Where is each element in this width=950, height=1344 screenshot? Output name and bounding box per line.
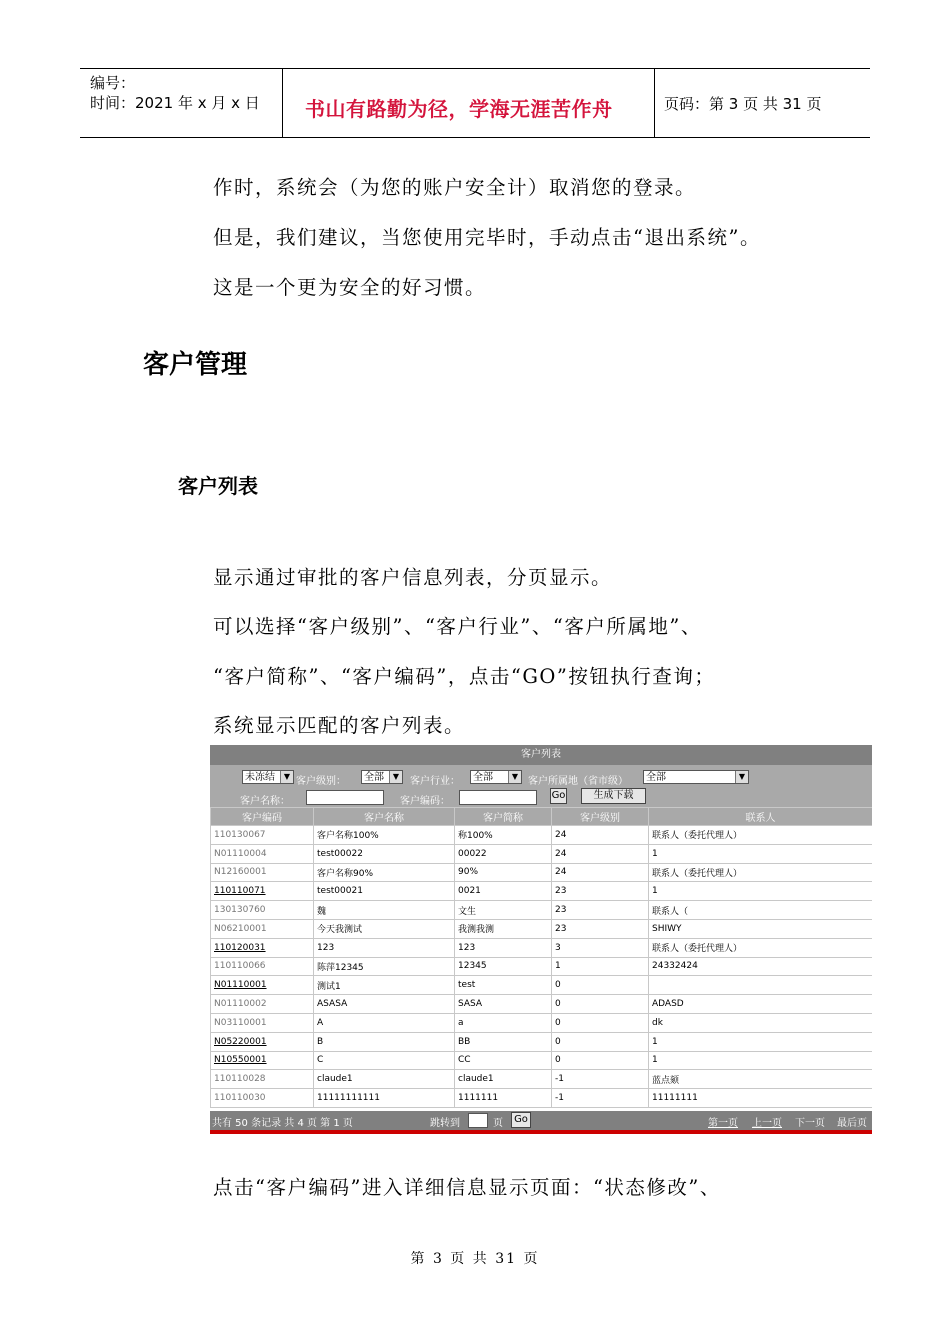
status-select[interactable] — [242, 770, 294, 784]
region-select[interactable] — [643, 770, 749, 784]
page-header — [80, 68, 870, 138]
table-row — [211, 1089, 873, 1108]
table-cell: 23 — [552, 882, 649, 901]
last-page-link[interactable]: 最后页 — [837, 1118, 867, 1129]
table-cell: 0 — [552, 995, 649, 1014]
table-row — [211, 995, 873, 1014]
table-cell: 12345 — [455, 957, 552, 976]
table-cell: 11111111 — [649, 1089, 873, 1108]
table-cell: 3 — [552, 938, 649, 957]
status-select-value: 未冻结 — [245, 772, 275, 783]
table-cell: dk — [649, 1013, 873, 1032]
table-cell: 24332424 — [649, 957, 873, 976]
table-row — [211, 882, 873, 901]
chevron-down-icon: ▼ — [508, 771, 521, 783]
jump-go-button[interactable]: Go — [511, 1112, 531, 1128]
paragraph: 这是一个更为安全的好习惯。 — [213, 276, 487, 299]
download-button[interactable]: 生成下载 — [581, 788, 646, 804]
table-cell: 我测我测 — [455, 919, 552, 938]
customer-code-link[interactable]: 110120031 — [211, 938, 314, 957]
table-cell: BB — [455, 1032, 552, 1051]
document-number: 编号： — [90, 74, 136, 92]
table-cell: 00022 — [455, 844, 552, 863]
paragraph: 系统显示匹配的客户列表。 — [213, 714, 466, 737]
pagination-bar — [210, 1111, 872, 1130]
paragraph: “客户简称”、“客户编码”，点击“GO”按钮执行查询； — [213, 665, 716, 688]
table-cell: 0 — [552, 1013, 649, 1032]
paragraph: 可以选择“客户级别”、“客户行业”、“客户所属地”、 — [213, 615, 702, 638]
table-cell: 0 — [552, 976, 649, 995]
page-footer: 第 3 页 共 31 页 — [410, 1251, 540, 1267]
table-cell: 1 — [649, 844, 873, 863]
region-select-value: 全部 — [646, 772, 666, 783]
column-header: 客户级别 — [552, 808, 649, 826]
customer-code-link[interactable]: N01110004 — [211, 844, 314, 863]
code-input[interactable] — [459, 790, 537, 805]
go-button[interactable]: Go — [550, 788, 567, 804]
table-cell: B — [314, 1032, 455, 1051]
table-cell: 1111111 — [455, 1089, 552, 1108]
chevron-down-icon: ▼ — [280, 771, 293, 783]
customer-code-link[interactable]: 110110071 — [211, 882, 314, 901]
table-cell: 联系人（委托代理人） — [649, 863, 873, 882]
table-cell: 24 — [552, 826, 649, 845]
customer-code-link[interactable]: N01110001 — [211, 976, 314, 995]
table-cell: 称100% — [455, 826, 552, 845]
table-cell: 0 — [552, 1032, 649, 1051]
table-cell: 11111111111 — [314, 1089, 455, 1108]
table-cell: 客户名称100% — [314, 826, 455, 845]
table-cell: ADASD — [649, 995, 873, 1014]
first-page-link[interactable]: 第一页 — [708, 1118, 738, 1129]
table-cell: 90% — [455, 863, 552, 882]
table-cell: 24 — [552, 844, 649, 863]
table-row — [211, 1070, 873, 1089]
table-cell: -1 — [552, 1089, 649, 1108]
paragraph: 显示通过审批的客户信息列表，分页显示。 — [213, 566, 613, 589]
table-header-row — [211, 808, 873, 826]
code-label: 客户编码： — [400, 796, 450, 807]
customer-code-link[interactable]: 110110028 — [211, 1070, 314, 1089]
divider — [210, 1130, 872, 1134]
table-cell: 1 — [552, 957, 649, 976]
customer-code-link[interactable]: N03110001 — [211, 1013, 314, 1032]
industry-select[interactable] — [470, 770, 522, 784]
customer-list-screenshot — [210, 745, 872, 1134]
jump-page-input[interactable] — [468, 1113, 488, 1128]
table-cell: 24 — [552, 863, 649, 882]
level-select[interactable] — [361, 770, 403, 784]
screenshot-title: 客户列表 — [210, 745, 872, 765]
customer-code-link[interactable]: N01110002 — [211, 995, 314, 1014]
table-row — [211, 919, 873, 938]
column-header: 联系人 — [649, 808, 873, 826]
table-cell — [649, 976, 873, 995]
table-cell: 23 — [552, 901, 649, 920]
table-cell: 联系人（ — [649, 901, 873, 920]
table-cell: CC — [455, 1051, 552, 1070]
region-label: 客户所属地（省市级） — [528, 776, 628, 787]
table-cell: 1 — [649, 882, 873, 901]
industry-label: 客户行业： — [410, 776, 460, 787]
table-cell: -1 — [552, 1070, 649, 1089]
table-row — [211, 901, 873, 920]
table-cell: ASASA — [314, 995, 455, 1014]
table-cell: 蓝点颏 — [649, 1070, 873, 1089]
section-heading: 客户管理 — [143, 350, 248, 380]
table-cell: 1 — [649, 1032, 873, 1051]
table-cell: 联系人（委托代理人） — [649, 938, 873, 957]
paragraph: 但是，我们建议，当您使用完毕时，手动点击“退出系统”。 — [213, 226, 761, 249]
chevron-down-icon: ▼ — [389, 771, 402, 783]
page-unit-label: 页 — [493, 1118, 503, 1129]
table-row — [211, 938, 873, 957]
column-header: 客户简称 — [455, 808, 552, 826]
column-header: 客户名称 — [314, 808, 455, 826]
table-row — [211, 1013, 873, 1032]
jump-label: 跳转到 — [430, 1118, 460, 1129]
table-cell: 测试1 — [314, 976, 455, 995]
column-header: 客户编码 — [211, 808, 314, 826]
next-page-link[interactable]: 下一页 — [795, 1118, 825, 1129]
table-cell: claude1 — [455, 1070, 552, 1089]
table-cell: 0 — [552, 1051, 649, 1070]
table-cell: 今天我测试 — [314, 919, 455, 938]
table-cell: C — [314, 1051, 455, 1070]
table-row — [211, 957, 873, 976]
record-summary: 共有 50 条记录 共 4 页 第 1 页 — [212, 1118, 353, 1129]
chevron-down-icon: ▼ — [735, 771, 748, 783]
table-cell: 联系人（委托代理人） — [649, 826, 873, 845]
table-cell: test — [455, 976, 552, 995]
customer-table — [210, 807, 872, 1108]
table-cell: test00021 — [314, 882, 455, 901]
level-label: 客户级别： — [296, 776, 346, 787]
table-cell: 文生 — [455, 901, 552, 920]
customer-code-link[interactable]: 110130067 — [211, 826, 314, 845]
subsection-heading: 客户列表 — [178, 474, 258, 498]
table-cell: SHIWY — [649, 919, 873, 938]
table-row — [211, 863, 873, 882]
document-time: 时间：2021 年 x 月 x 日 — [90, 94, 260, 112]
table-cell: 魏 — [314, 901, 455, 920]
header-motto-cell — [282, 69, 655, 137]
table-cell: test00022 — [314, 844, 455, 863]
customer-code-link[interactable]: N05220001 — [211, 1032, 314, 1051]
table-cell: claude1 — [314, 1070, 455, 1089]
customer-code-link[interactable]: 110110066 — [211, 957, 314, 976]
level-select-value: 全部 — [364, 772, 384, 783]
table-row — [211, 1032, 873, 1051]
customer-code-link[interactable]: 110110030 — [211, 1089, 314, 1108]
customer-code-link[interactable]: 130130760 — [211, 901, 314, 920]
industry-select-value: 全部 — [473, 772, 493, 783]
table-cell: 0021 — [455, 882, 552, 901]
table-row — [211, 976, 873, 995]
table-cell: 陈萍12345 — [314, 957, 455, 976]
table-cell: 123 — [314, 938, 455, 957]
filter-bar — [210, 765, 872, 807]
table-cell: A — [314, 1013, 455, 1032]
table-cell: a — [455, 1013, 552, 1032]
header-info — [80, 69, 282, 137]
table-cell: 1 — [649, 1051, 873, 1070]
paragraph: 点击“客户编码”进入详细信息显示页面：“状态修改”、 — [213, 1176, 721, 1199]
table-row — [211, 844, 873, 863]
header-page-number: 页码：第 3 页 共 31 页 — [664, 95, 822, 113]
paragraph: 作时，系统会（为您的账户安全计）取消您的登录。 — [213, 176, 697, 199]
header-motto: 书山有路勤为径，学海无涯苦作舟 — [305, 97, 613, 121]
customer-code-link[interactable]: N12160001 — [211, 863, 314, 882]
table-cell: 客户名称90% — [314, 863, 455, 882]
customer-code-link[interactable]: N06210001 — [211, 919, 314, 938]
name-label: 客户名称： — [240, 796, 290, 807]
customer-code-link[interactable]: N10550001 — [211, 1051, 314, 1070]
name-input[interactable] — [306, 790, 384, 805]
prev-page-link[interactable]: 上一页 — [752, 1118, 782, 1129]
table-cell: 123 — [455, 938, 552, 957]
table-row — [211, 826, 873, 845]
table-row — [211, 1051, 873, 1070]
table-cell: SASA — [455, 995, 552, 1014]
table-cell: 23 — [552, 919, 649, 938]
